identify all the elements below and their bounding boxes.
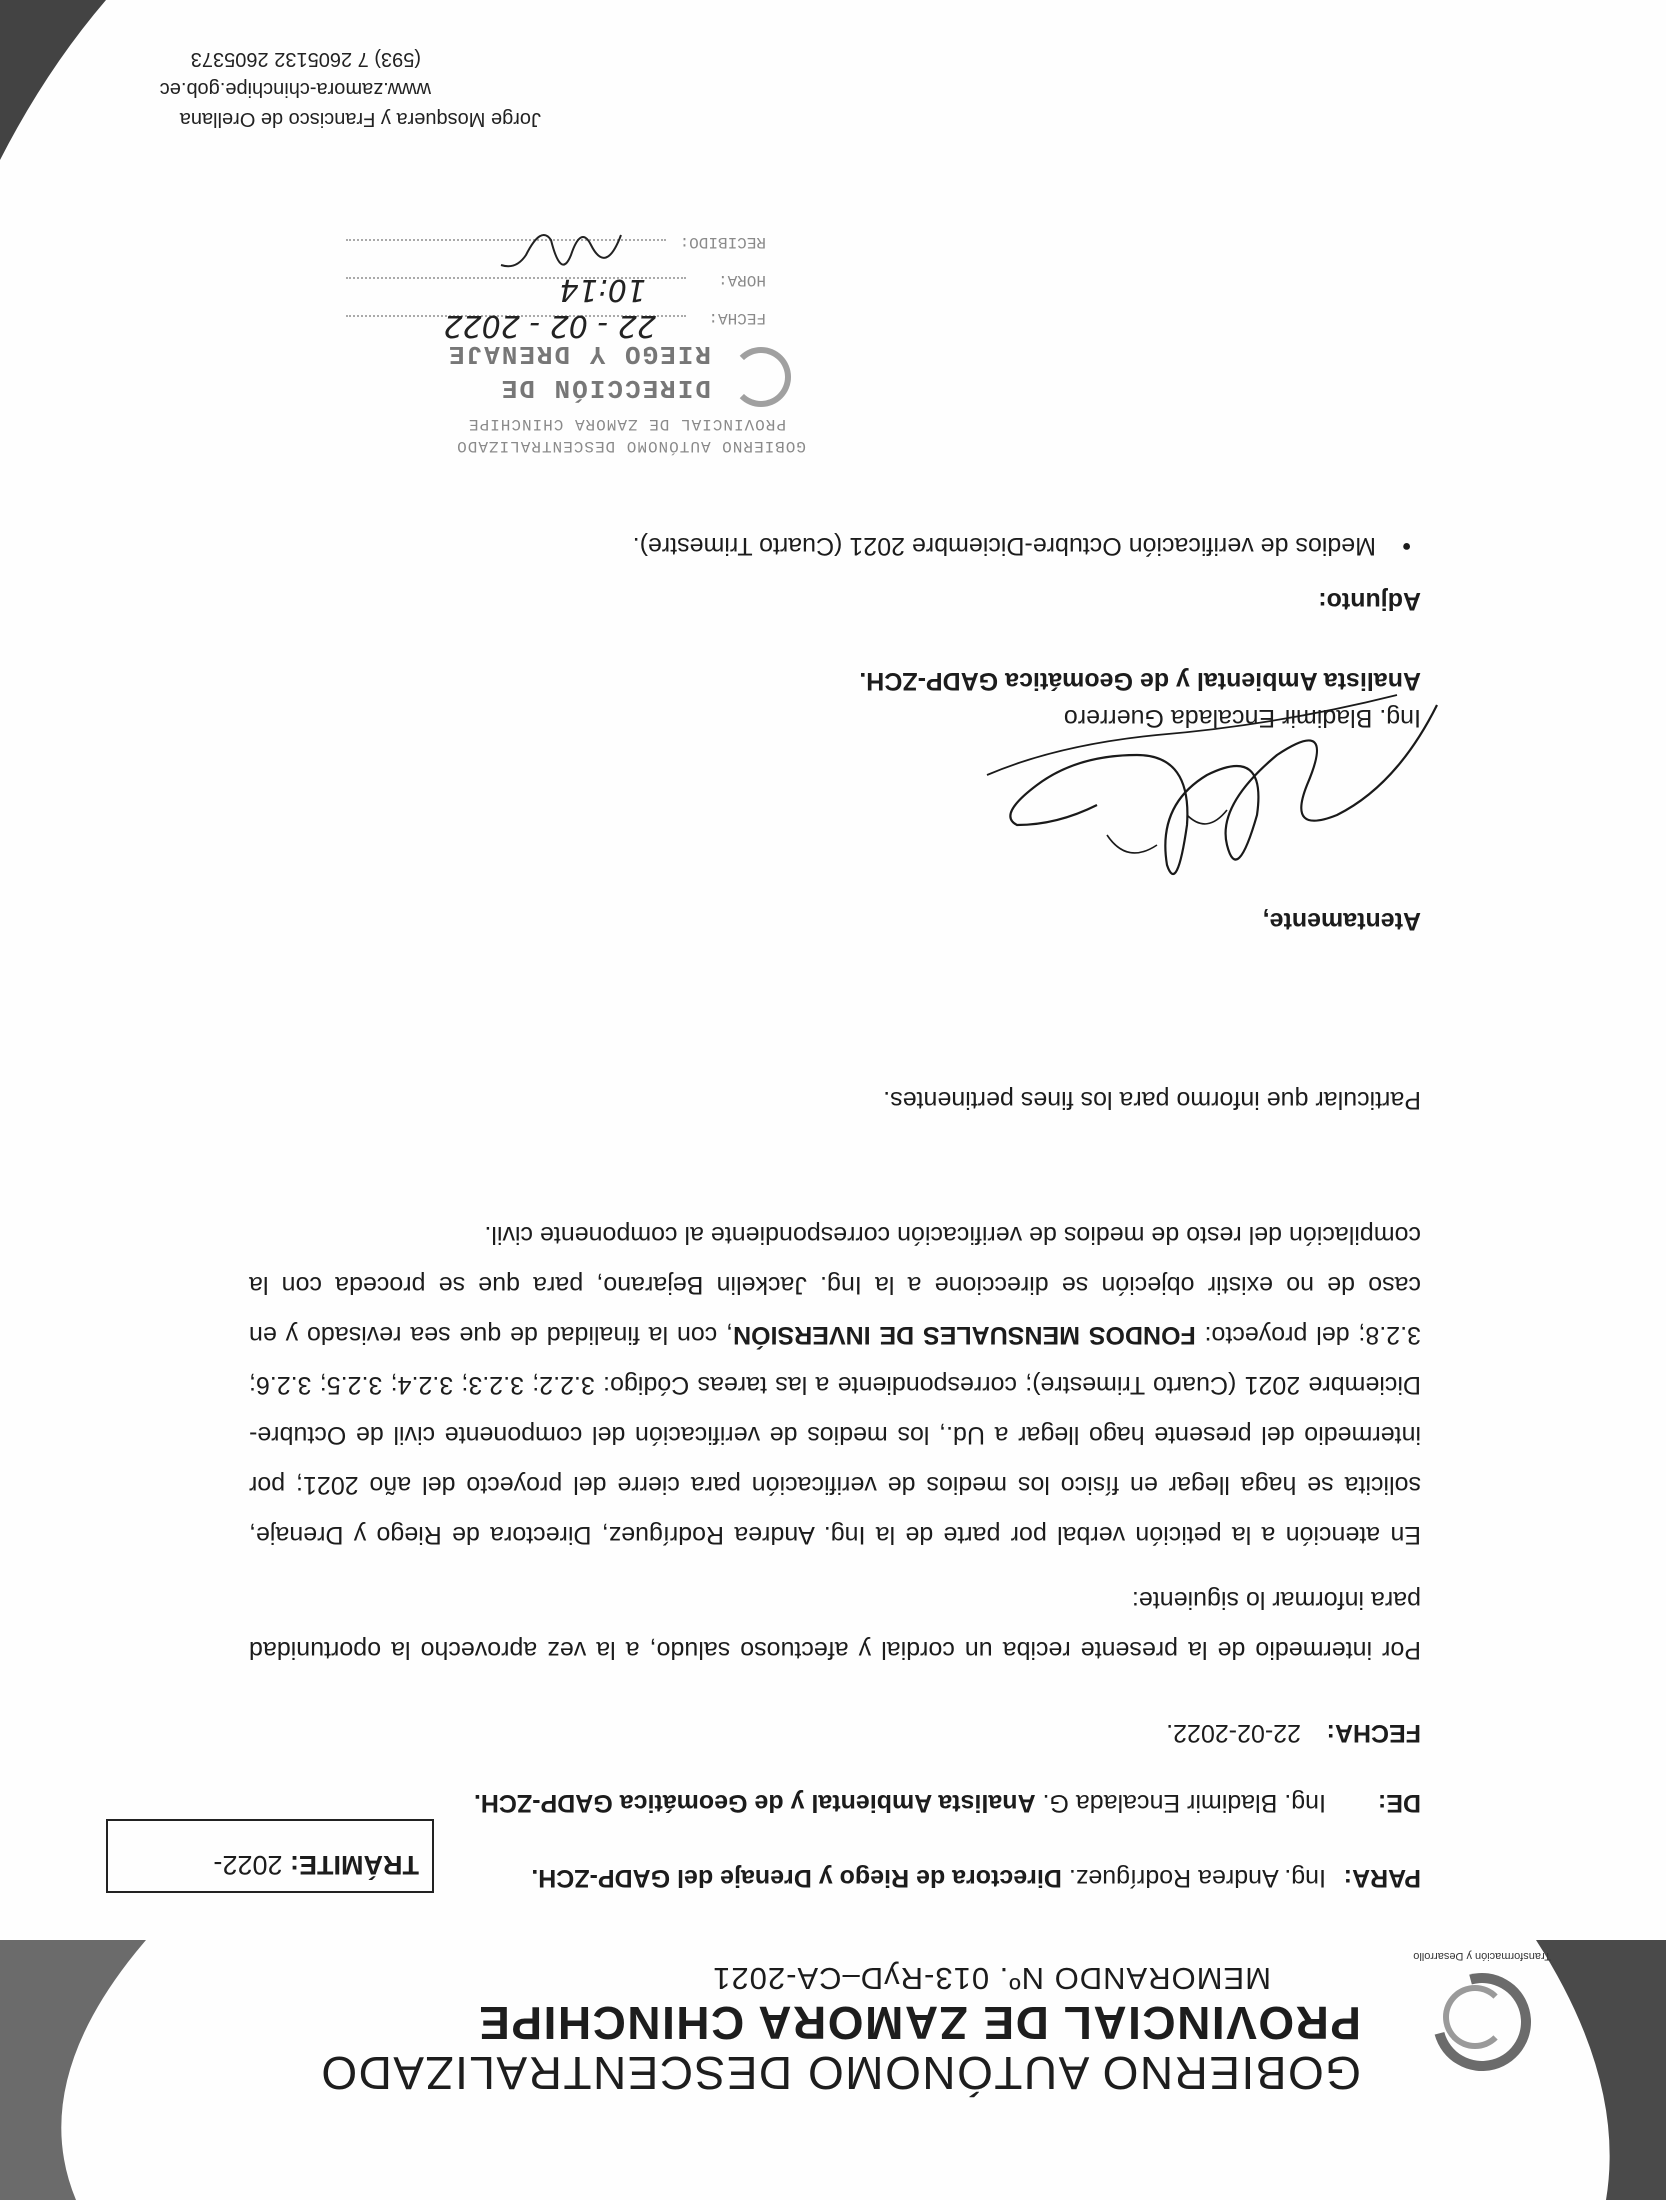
fecha-label: FECHA: — [1326, 1719, 1421, 1747]
attachment-label: Adjunto: — [1318, 587, 1421, 615]
stamp-line4: RIEGO Y DRENAJE — [446, 339, 711, 369]
memo-number: MEMORANDO Nº. 013-RyD–CA-2021 — [712, 1961, 1271, 1996]
stamp-line3: DIRECCIÓN DE — [499, 373, 711, 403]
stamp-line2: PROVINCIAL DE ZAMORA CHINCHIPE — [467, 415, 786, 433]
body-p2-text — [249, 1210, 1421, 1560]
para-role: Directora de Riego y Drenaje del GADP-ZCH. — [531, 1864, 1062, 1892]
footer-address: Jorge Mosquera y Francisco de Orellana — [179, 108, 541, 130]
body-p2-part-b: , con la finalidad de que sea revisado y en caso de no existir objeción se direccione a la Ing. Jackelin Bejarano, para que se proceda con la compilación del resto de medios de verificación correspondiente al componente civil. — [249, 1221, 1421, 1349]
de-label: DE: — [1377, 1789, 1421, 1817]
body-p3-text: Particular que informo para los fines pertinentes. — [883, 1086, 1421, 1114]
signer-name: Ing. Bladimir Encalada Guerrero — [1063, 704, 1421, 732]
corner-swoosh-bottom-right — [0, 0, 106, 160]
tramite-value: 2022- — [213, 1850, 283, 1880]
body-p2-project-name: FONDOS MENSUALES DE INVERSIÓN — [733, 1321, 1196, 1349]
de-name: Ing. Bladimir Encalada G. — [1042, 1789, 1326, 1817]
fecha-value: 22-02-2022. — [1166, 1719, 1301, 1747]
para-name: Ing. Andrea Rodríguez. — [1068, 1864, 1326, 1892]
stamp-hora-label: HORA: — [717, 271, 766, 289]
attachment-item — [632, 531, 1411, 560]
signer-title: Analista Ambiental y de Geomática GADP-ZCH. — [859, 667, 1421, 695]
received-stamp — [286, 215, 806, 455]
stamp-logo-icon — [731, 347, 791, 407]
stamp-fecha-label: FECHA: — [708, 309, 766, 327]
org-name-line1: GOBIERNO AUTÓNOMO DESCENTRALIZADO — [319, 2047, 1361, 2099]
org-name-line2: PROVINCIAL DE ZAMORA CHINCHIPE — [477, 1997, 1361, 2049]
corner-swoosh-top-right — [0, 1940, 186, 2200]
logo-ring-inner-icon — [1443, 1985, 1507, 2049]
footer-phone: (593) 7 2605132 2605373 — [190, 48, 421, 70]
bullet-icon: • — [1402, 532, 1411, 560]
body-paragraph-2 — [249, 1210, 1421, 1560]
de-role: Analista Ambiental y de Geomática GADP-ZCH. — [473, 1789, 1036, 1817]
closing: Atentamente, — [1262, 907, 1421, 935]
body-p1-text: Por intermedio de la presente reciba un cordial y afectuoso saludo, a la vez aprovecho la oportunidad para informar lo siguiente: — [249, 1586, 1421, 1664]
attachment-item-text: Medios de verificación Octubre-Diciembre 2021 (Cuarto Trimestre). — [632, 532, 1376, 560]
para-value — [531, 1863, 1326, 1892]
stamp-line1: GOBIERNO AUTÓNOMO DESCENTRALIZADO — [456, 437, 806, 455]
logo-caption: Transformación y Desarrollo — [1413, 1950, 1551, 1962]
stamp-hora-value: 10:14 — [559, 272, 646, 307]
body-paragraph-3 — [249, 1075, 1421, 1125]
tramite — [213, 1849, 419, 1880]
body-p2-part-a: En atención a la petición verbal por parte de la Ing. Andrea Rodríguez, Directora de Riego y Drenaje, solicita se haga llegar en físico los medios de verificación para cierre del proyecto del año 2021; por intermedio del presente hago llegar a Ud., los medios de verificación del componente civil de Octubre-Diciembre 2021 (Cuarto Trimestre); correspondiente a las tareas Código: 3.2.2; 3.2.3; 3.2.4; 3.2.5; 3.2.6; 3.2.8; del proyecto: — [249, 1321, 1421, 1549]
tramite-label: TRÁMITE: — [290, 1850, 419, 1880]
body-paragraph-1 — [249, 1575, 1421, 1675]
stamp-fecha-value: 22 - 02 - 2022 — [443, 308, 656, 343]
footer-website[interactable]: www.zamora-chinchipe.gob.ec — [159, 78, 431, 100]
gadp-logo — [1421, 1965, 1541, 2075]
para-label: PARA: — [1343, 1864, 1421, 1892]
de-value — [474, 1788, 1326, 1817]
stamp-initials-signature — [496, 215, 626, 285]
stamp-recibido-label: RECIBIDO: — [679, 233, 766, 251]
